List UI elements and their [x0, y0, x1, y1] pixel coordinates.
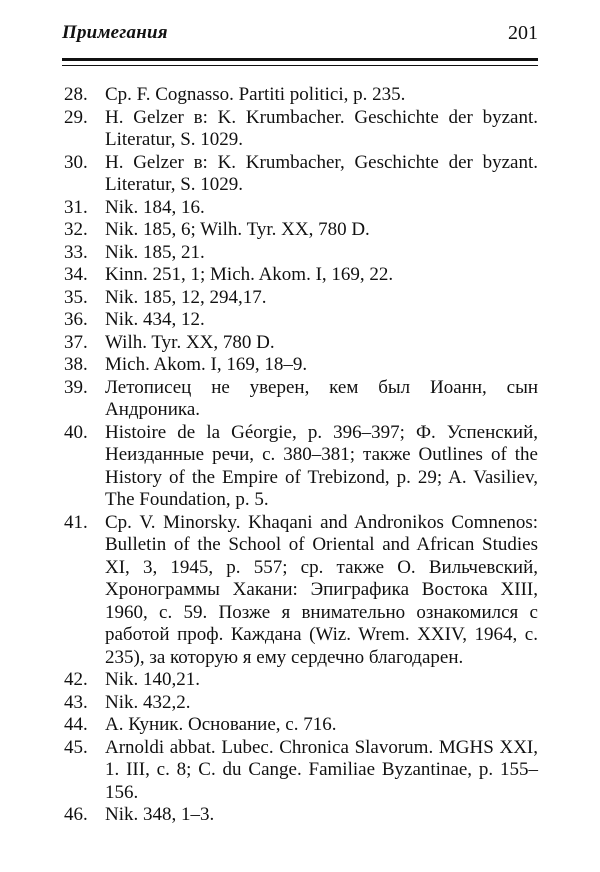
- note-text: Nik. 348, 1–3.: [105, 804, 215, 825]
- note-text: H. Gelzer в: K. Krumbacher, Geschichte der byzant. Literatur, S. 1029.: [105, 151, 538, 195]
- running-title: Примегания: [62, 22, 168, 43]
- note-number: 44.: [64, 714, 88, 735]
- note-text: Ср. V. Minorsky. Khaqani and Andronikos Comnenos: Bulletin of the School of Oriental and African Studies XI, 3, 1945, p. 557; ср. также О. Вильчевский, Хронограммы Хакани: Эпиграфика Востока XIII, 1960, с. 59. Позже я внимательно ознакомился с работой проф. Каждана (Wiz. Wrem. XXIV, 1964, с. 235), за которую я ему сердечно благодарен.: [105, 511, 538, 668]
- note-text: Nik. 434, 12.: [105, 309, 205, 330]
- note-item: [64, 354, 538, 377]
- page-number: 201: [508, 22, 538, 44]
- note-item: [64, 377, 538, 422]
- note-item: [64, 152, 538, 197]
- note-number: 35.: [64, 286, 88, 308]
- header-rule-thin: [62, 65, 538, 66]
- page-header: [62, 22, 538, 52]
- note-number: 41.: [64, 511, 88, 533]
- note-number: 43.: [64, 691, 88, 713]
- notes-list: [64, 84, 538, 827]
- note-text: Nik. 185, 6; Wilh. Tyr. XX, 780 D.: [105, 219, 370, 240]
- note-item: [64, 287, 538, 310]
- note-number: 40.: [64, 421, 88, 443]
- note-item: [64, 107, 538, 152]
- note-number: 34.: [64, 264, 88, 285]
- note-number: 31.: [64, 196, 88, 218]
- note-item: [64, 512, 538, 670]
- note-text: Летописец не уверен, кем был Иоанн, сын Андроника.: [105, 376, 538, 420]
- header-rule-thick: [62, 58, 538, 61]
- note-text: Nik. 184, 16.: [105, 196, 205, 218]
- note-number: 42.: [64, 669, 88, 690]
- note-text: Wilh. Tyr. XX, 780 D.: [105, 331, 275, 353]
- note-text: Kinn. 251, 1; Mich. Akom. I, 169, 22.: [105, 264, 394, 285]
- note-text: Nik. 432,2.: [105, 691, 191, 713]
- note-text: А. Куник. Основание, с. 716.: [105, 714, 337, 735]
- note-item: [64, 309, 538, 332]
- note-number: 46.: [64, 804, 88, 825]
- note-item: [64, 332, 538, 355]
- note-item: [64, 197, 538, 220]
- note-number: 45.: [64, 736, 88, 758]
- note-text: Nik. 185, 12, 294,17.: [105, 286, 267, 308]
- note-item: [64, 84, 538, 107]
- note-number: 38.: [64, 354, 88, 375]
- note-number: 30.: [64, 151, 88, 173]
- note-number: 36.: [64, 309, 88, 330]
- note-item: [64, 264, 538, 287]
- note-text: Arnoldi abbat. Lubec. Chronica Slavorum. MGHS XXI, 1. III, с. 8; C. du Cange. Familiae Byzantinae, p. 155–156.: [105, 736, 538, 803]
- note-item: [64, 692, 538, 715]
- note-number: 33.: [64, 241, 88, 263]
- note-number: 39.: [64, 376, 88, 398]
- note-number: 29.: [64, 106, 88, 128]
- note-text: Ср. F. Cognasso. Partiti politici, p. 235.: [105, 84, 406, 105]
- note-item: [64, 714, 538, 737]
- note-text: Nik. 140,21.: [105, 669, 200, 690]
- note-text: Nik. 185, 21.: [105, 241, 205, 263]
- note-text: Mich. Akom. I, 169, 18–9.: [105, 354, 308, 375]
- note-number: 28.: [64, 84, 88, 105]
- note-text: H. Gelzer в: K. Krumbacher. Geschichte der byzant. Literatur, S. 1029.: [105, 106, 538, 150]
- note-item: [64, 422, 538, 512]
- note-item: [64, 804, 538, 827]
- note-item: [64, 219, 538, 242]
- note-item: [64, 242, 538, 265]
- note-number: 37.: [64, 331, 88, 353]
- note-item: [64, 669, 538, 692]
- note-text: Histoire de la Géorgie, p. 396–397; Ф. Успенский, Неизданные речи, с. 380–381; также Outlines of the History of the Empire of Trebizond, p. 29; A. Vasiliev, The Foundation, p. 5.: [105, 421, 538, 510]
- note-item: [64, 737, 538, 805]
- note-number: 32.: [64, 219, 88, 240]
